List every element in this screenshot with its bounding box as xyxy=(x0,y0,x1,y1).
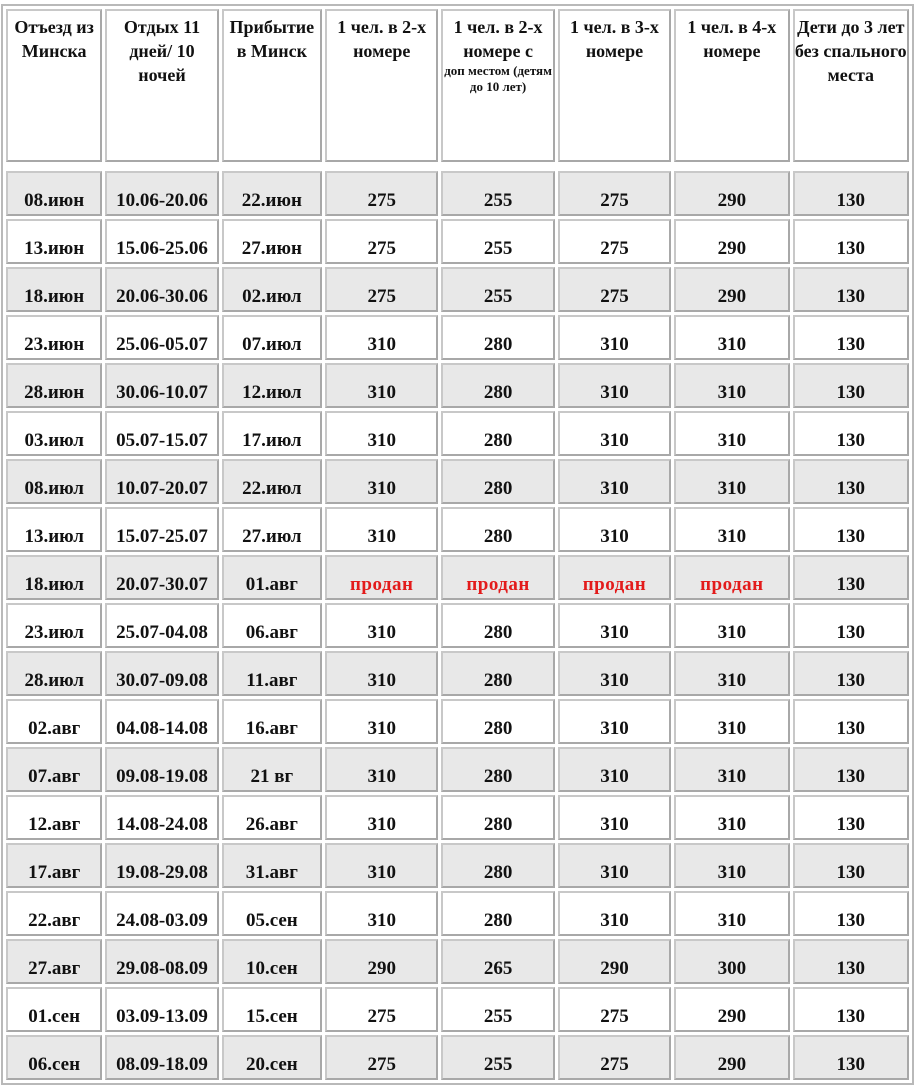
price-double-extra-cell: 255 xyxy=(441,267,554,312)
table-row xyxy=(6,411,909,456)
departure-cell: 18.июл xyxy=(6,555,102,600)
table-row xyxy=(6,315,909,360)
price-quad-cell: 310 xyxy=(674,507,789,552)
price-double-extra-cell: 280 xyxy=(441,363,554,408)
rest-period-cell: 29.08-08.09 xyxy=(105,939,218,984)
header-double-extra xyxy=(441,9,554,162)
rest-period-cell: 25.06-05.07 xyxy=(105,315,218,360)
price-double-cell: 310 xyxy=(325,363,438,408)
price-kids-cell: 130 xyxy=(793,411,909,456)
table-body xyxy=(6,165,909,1080)
price-double-cell: 310 xyxy=(325,507,438,552)
price-double-extra-cell: 280 xyxy=(441,891,554,936)
header-double-extra-note: доп местом (детям до 10 лет) xyxy=(444,63,552,94)
rest-period-cell: 19.08-29.08 xyxy=(105,843,218,888)
departure-cell: 23.июл xyxy=(6,603,102,648)
header-triple: 1 чел. в 3-х номере xyxy=(558,9,671,162)
price-triple-cell: продан xyxy=(558,555,671,600)
departure-cell: 08.июл xyxy=(6,459,102,504)
header-separator xyxy=(6,165,909,168)
arrival-cell: 22.июн xyxy=(222,171,322,216)
price-triple-cell: 275 xyxy=(558,1035,671,1080)
price-double-cell: 310 xyxy=(325,315,438,360)
price-quad-cell: 300 xyxy=(674,939,789,984)
price-double-extra-cell: 280 xyxy=(441,651,554,696)
rest-period-cell: 10.07-20.07 xyxy=(105,459,218,504)
rest-period-cell: 20.07-30.07 xyxy=(105,555,218,600)
table-row xyxy=(6,651,909,696)
table-row xyxy=(6,171,909,216)
arrival-cell: 10.сен xyxy=(222,939,322,984)
arrival-cell: 07.июл xyxy=(222,315,322,360)
table-row xyxy=(6,363,909,408)
price-quad-cell: продан xyxy=(674,555,789,600)
price-double-cell: 310 xyxy=(325,459,438,504)
table-row xyxy=(6,939,909,984)
price-double-cell: 310 xyxy=(325,651,438,696)
price-double-cell: 310 xyxy=(325,795,438,840)
price-quad-cell: 310 xyxy=(674,651,789,696)
price-double-extra-cell: 280 xyxy=(441,747,554,792)
departure-cell: 28.июл xyxy=(6,651,102,696)
price-quad-cell: 310 xyxy=(674,459,789,504)
price-triple-cell: 275 xyxy=(558,171,671,216)
price-double-extra-cell: 280 xyxy=(441,315,554,360)
price-triple-cell: 310 xyxy=(558,651,671,696)
price-double-cell: 310 xyxy=(325,891,438,936)
header-departure: Отъезд из Минска xyxy=(6,9,102,162)
departure-cell: 18.июн xyxy=(6,267,102,312)
price-triple-cell: 310 xyxy=(558,843,671,888)
header-double-extra-main: 1 чел. в 2-х номере с xyxy=(453,17,543,61)
departure-cell: 13.июн xyxy=(6,219,102,264)
price-kids-cell: 130 xyxy=(793,699,909,744)
departure-cell: 06.сен xyxy=(6,1035,102,1080)
table-row xyxy=(6,267,909,312)
price-quad-cell: 310 xyxy=(674,411,789,456)
arrival-cell: 26.авг xyxy=(222,795,322,840)
arrival-cell: 20.сен xyxy=(222,1035,322,1080)
departure-cell: 07.авг xyxy=(6,747,102,792)
price-double-extra-cell: 280 xyxy=(441,411,554,456)
rest-period-cell: 04.08-14.08 xyxy=(105,699,218,744)
header-quad: 1 чел. в 4-х номере xyxy=(674,9,789,162)
price-kids-cell: 130 xyxy=(793,939,909,984)
price-quad-cell: 310 xyxy=(674,699,789,744)
price-kids-cell: 130 xyxy=(793,603,909,648)
price-quad-cell: 290 xyxy=(674,171,789,216)
rest-period-cell: 24.08-03.09 xyxy=(105,891,218,936)
price-double-extra-cell: продан xyxy=(441,555,554,600)
rest-period-cell: 14.08-24.08 xyxy=(105,795,218,840)
arrival-cell: 22.июл xyxy=(222,459,322,504)
header-arrival: Прибытие в Минск xyxy=(222,9,322,162)
arrival-cell: 27.июн xyxy=(222,219,322,264)
price-kids-cell: 130 xyxy=(793,651,909,696)
price-double-extra-cell: 255 xyxy=(441,171,554,216)
price-kids-cell: 130 xyxy=(793,555,909,600)
price-kids-cell: 130 xyxy=(793,507,909,552)
arrival-cell: 27.июл xyxy=(222,507,322,552)
price-triple-cell: 310 xyxy=(558,891,671,936)
departure-cell: 01.сен xyxy=(6,987,102,1032)
price-double-extra-cell: 280 xyxy=(441,459,554,504)
table-row xyxy=(6,459,909,504)
table-header xyxy=(6,9,909,162)
price-quad-cell: 310 xyxy=(674,363,789,408)
price-quad-cell: 290 xyxy=(674,219,789,264)
departure-cell: 23.июн xyxy=(6,315,102,360)
header-separator-cell xyxy=(6,165,909,168)
price-kids-cell: 130 xyxy=(793,171,909,216)
table-row xyxy=(6,1035,909,1080)
rest-period-cell: 05.07-15.07 xyxy=(105,411,218,456)
table-row xyxy=(6,603,909,648)
table-row xyxy=(6,219,909,264)
arrival-cell: 17.июл xyxy=(222,411,322,456)
price-double-cell: 275 xyxy=(325,987,438,1032)
header-rest: Отдых 11 дней/ 10 ночей xyxy=(105,9,218,162)
price-kids-cell: 130 xyxy=(793,363,909,408)
header-double: 1 чел. в 2-х номере xyxy=(325,9,438,162)
price-double-extra-cell: 280 xyxy=(441,603,554,648)
price-double-cell: 275 xyxy=(325,267,438,312)
departure-cell: 03.июл xyxy=(6,411,102,456)
arrival-cell: 02.июл xyxy=(222,267,322,312)
rest-period-cell: 08.09-18.09 xyxy=(105,1035,218,1080)
price-kids-cell: 130 xyxy=(793,843,909,888)
price-quad-cell: 310 xyxy=(674,891,789,936)
departure-cell: 17.авг xyxy=(6,843,102,888)
table-row xyxy=(6,795,909,840)
price-triple-cell: 310 xyxy=(558,699,671,744)
price-double-extra-cell: 255 xyxy=(441,987,554,1032)
price-quad-cell: 310 xyxy=(674,843,789,888)
arrival-cell: 01.авг xyxy=(222,555,322,600)
departure-cell: 02.авг xyxy=(6,699,102,744)
departure-cell: 12.авг xyxy=(6,795,102,840)
rest-period-cell: 03.09-13.09 xyxy=(105,987,218,1032)
price-triple-cell: 275 xyxy=(558,219,671,264)
price-double-extra-cell: 280 xyxy=(441,507,554,552)
price-triple-cell: 310 xyxy=(558,363,671,408)
table-row xyxy=(6,891,909,936)
price-triple-cell: 310 xyxy=(558,507,671,552)
departure-cell: 08.июн xyxy=(6,171,102,216)
price-kids-cell: 130 xyxy=(793,1035,909,1080)
price-double-cell: 290 xyxy=(325,939,438,984)
table-row xyxy=(6,507,909,552)
rest-period-cell: 10.06-20.06 xyxy=(105,171,218,216)
rest-period-cell: 25.07-04.08 xyxy=(105,603,218,648)
departure-cell: 28.июн xyxy=(6,363,102,408)
price-quad-cell: 290 xyxy=(674,987,789,1032)
rest-period-cell: 15.06-25.06 xyxy=(105,219,218,264)
header-kids: Дети до 3 лет без спального места xyxy=(793,9,909,162)
price-quad-cell: 310 xyxy=(674,315,789,360)
arrival-cell: 11.авг xyxy=(222,651,322,696)
arrival-cell: 31.авг xyxy=(222,843,322,888)
departure-cell: 27.авг xyxy=(6,939,102,984)
price-kids-cell: 130 xyxy=(793,219,909,264)
price-double-cell: продан xyxy=(325,555,438,600)
price-triple-cell: 310 xyxy=(558,459,671,504)
departure-cell: 13.июл xyxy=(6,507,102,552)
rest-period-cell: 30.06-10.07 xyxy=(105,363,218,408)
price-double-extra-cell: 280 xyxy=(441,795,554,840)
price-triple-cell: 275 xyxy=(558,267,671,312)
price-double-cell: 310 xyxy=(325,699,438,744)
rest-period-cell: 09.08-19.08 xyxy=(105,747,218,792)
price-triple-cell: 290 xyxy=(558,939,671,984)
arrival-cell: 06.авг xyxy=(222,603,322,648)
price-double-cell: 310 xyxy=(325,603,438,648)
price-double-cell: 310 xyxy=(325,747,438,792)
arrival-cell: 12.июл xyxy=(222,363,322,408)
departure-cell: 22.авг xyxy=(6,891,102,936)
price-double-extra-cell: 265 xyxy=(441,939,554,984)
price-triple-cell: 310 xyxy=(558,603,671,648)
price-quad-cell: 310 xyxy=(674,795,789,840)
rest-period-cell: 20.06-30.06 xyxy=(105,267,218,312)
price-kids-cell: 130 xyxy=(793,459,909,504)
price-kids-cell: 130 xyxy=(793,315,909,360)
table-row xyxy=(6,843,909,888)
price-triple-cell: 310 xyxy=(558,795,671,840)
price-quad-cell: 290 xyxy=(674,1035,789,1080)
price-double-extra-cell: 280 xyxy=(441,699,554,744)
price-quad-cell: 310 xyxy=(674,747,789,792)
price-double-extra-cell: 255 xyxy=(441,1035,554,1080)
price-kids-cell: 130 xyxy=(793,267,909,312)
arrival-cell: 05.сен xyxy=(222,891,322,936)
tour-price-table xyxy=(1,4,914,1085)
price-double-cell: 275 xyxy=(325,1035,438,1080)
table-row xyxy=(6,555,909,600)
price-triple-cell: 275 xyxy=(558,987,671,1032)
price-double-cell: 275 xyxy=(325,171,438,216)
price-kids-cell: 130 xyxy=(793,795,909,840)
arrival-cell: 16.авг xyxy=(222,699,322,744)
price-kids-cell: 130 xyxy=(793,747,909,792)
price-triple-cell: 310 xyxy=(558,411,671,456)
arrival-cell: 21 вг xyxy=(222,747,322,792)
price-double-extra-cell: 255 xyxy=(441,219,554,264)
price-double-extra-cell: 280 xyxy=(441,843,554,888)
price-double-cell: 310 xyxy=(325,411,438,456)
price-triple-cell: 310 xyxy=(558,747,671,792)
table-row xyxy=(6,747,909,792)
price-quad-cell: 310 xyxy=(674,603,789,648)
table-row xyxy=(6,987,909,1032)
price-triple-cell: 310 xyxy=(558,315,671,360)
price-double-cell: 275 xyxy=(325,219,438,264)
rest-period-cell: 30.07-09.08 xyxy=(105,651,218,696)
price-kids-cell: 130 xyxy=(793,891,909,936)
table-row xyxy=(6,699,909,744)
rest-period-cell: 15.07-25.07 xyxy=(105,507,218,552)
price-kids-cell: 130 xyxy=(793,987,909,1032)
price-quad-cell: 290 xyxy=(674,267,789,312)
arrival-cell: 15.сен xyxy=(222,987,322,1032)
price-double-cell: 310 xyxy=(325,843,438,888)
